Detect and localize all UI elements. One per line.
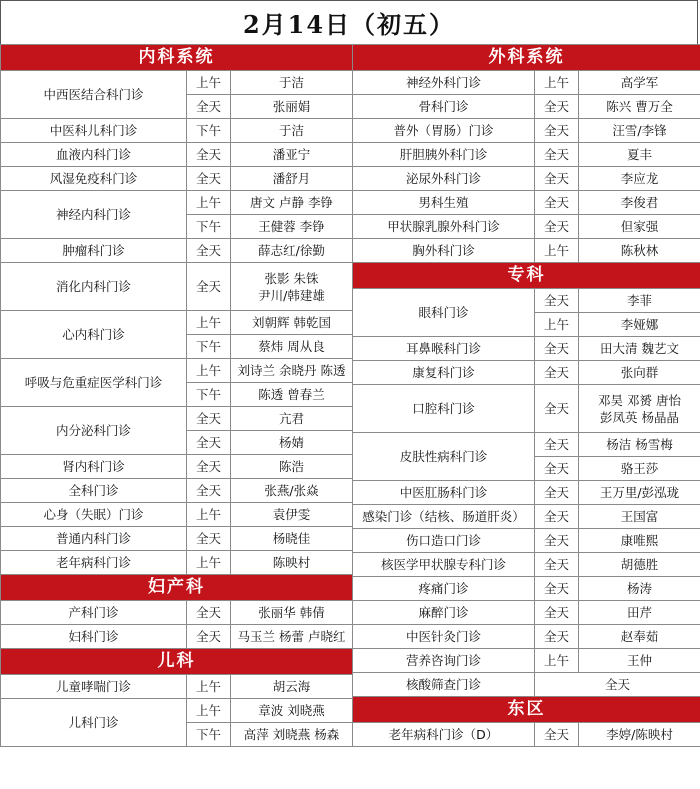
session-time: 上午	[535, 71, 579, 95]
doctor-names: 王万里/彭泓珑	[579, 481, 700, 505]
department-name: 心身（失眠）门诊	[1, 503, 187, 527]
section-header: 外科系统	[353, 45, 700, 71]
schedule-row	[353, 649, 700, 673]
schedule-row	[353, 625, 700, 649]
doctor-names: 夏丰	[579, 143, 700, 167]
session-time: 全天	[187, 239, 231, 263]
schedule-row	[353, 239, 700, 263]
department-name: 肾内科门诊	[1, 455, 187, 479]
session-time: 全天	[535, 95, 579, 119]
session-time: 上午	[187, 503, 231, 527]
schedule-row	[353, 191, 700, 215]
session-time: 上午	[535, 239, 579, 263]
doctor-names: 骆王莎	[579, 457, 700, 481]
schedule-row	[353, 337, 700, 361]
schedule-row	[353, 601, 700, 625]
schedule-row	[1, 699, 353, 723]
session-time: 全天	[535, 553, 579, 577]
schedule-row	[353, 167, 700, 191]
session-time: 全天	[187, 625, 231, 649]
schedule-row	[353, 577, 700, 601]
doctor-names: 李菲	[579, 289, 700, 313]
doctor-names: 杨洁 杨雪梅	[579, 433, 700, 457]
doctor-names: 唐文 卢静 李铮	[231, 191, 353, 215]
schedule-row	[353, 119, 700, 143]
schedule-row	[353, 481, 700, 505]
department-name: 麻醉门诊	[353, 601, 535, 625]
schedule-row	[353, 215, 700, 239]
department-name: 内分泌科门诊	[1, 407, 187, 455]
doctor-names: 张丽华 韩倩	[231, 601, 353, 625]
session-time: 全天	[535, 361, 579, 385]
department-name: 普外（胃肠）门诊	[353, 119, 535, 143]
session-time: 全天	[535, 337, 579, 361]
schedule-row	[1, 263, 353, 311]
doctor-names: 袁伊雯	[231, 503, 353, 527]
schedule-row	[353, 95, 700, 119]
section-header: 儿科	[1, 649, 353, 675]
department-name: 全科门诊	[1, 479, 187, 503]
session-time: 全天	[187, 263, 231, 311]
doctor-names: 杨涛	[579, 577, 700, 601]
doctor-names: 陈映村	[231, 551, 353, 575]
doctor-names: 潘亚宁	[231, 143, 353, 167]
doctor-names: 章波 刘晓燕	[231, 699, 353, 723]
session-time: 上午	[187, 191, 231, 215]
session-time: 全天	[535, 577, 579, 601]
doctor-line: 邓昊 邓赟 唐怡	[598, 392, 681, 408]
doctor-names: 于洁	[231, 71, 353, 95]
section-header: 内科系统	[1, 45, 353, 71]
doctor-names: 田芹	[579, 601, 700, 625]
doctor-line: 彭凤英 杨晶晶	[600, 409, 679, 425]
doctor-names: 陈兴 曹万全	[579, 95, 700, 119]
department-name: 风湿免疫科门诊	[1, 167, 187, 191]
session-time: 上午	[187, 311, 231, 335]
department-name: 骨科门诊	[353, 95, 535, 119]
department-name: 老年病科门诊	[1, 551, 187, 575]
session-time: 全天	[187, 527, 231, 551]
schedule-row	[1, 359, 353, 383]
doctor-names: 陈透 曾春兰	[231, 383, 353, 407]
schedule-row	[1, 191, 353, 215]
session-time: 全天	[535, 191, 579, 215]
session-time: 下午	[187, 335, 231, 359]
department-name: 营养咨询门诊	[353, 649, 535, 673]
session-time: 全天	[535, 673, 700, 697]
section-header: 妇产科	[1, 575, 353, 601]
session-time: 全天	[187, 167, 231, 191]
department-name: 肝胆胰外科门诊	[353, 143, 535, 167]
session-time: 上午	[187, 699, 231, 723]
department-name: 甲状腺乳腺外科门诊	[353, 215, 535, 239]
doctor-names: 李婷/陈映村	[579, 723, 700, 747]
department-name: 儿科门诊	[1, 699, 187, 747]
doctor-names	[579, 385, 700, 433]
session-time: 全天	[535, 143, 579, 167]
doctor-names: 杨晓佳	[231, 527, 353, 551]
doctor-names: 王国富	[579, 505, 700, 529]
schedule-row	[353, 385, 700, 433]
section-header-row	[1, 575, 353, 601]
right-schedule-table	[352, 44, 700, 747]
department-name: 心内科门诊	[1, 311, 187, 359]
schedule-row	[353, 143, 700, 167]
doctor-names: 胡云海	[231, 675, 353, 699]
doctor-names: 陈秋林	[579, 239, 700, 263]
schedule-row	[1, 407, 353, 431]
session-time: 下午	[187, 119, 231, 143]
session-time: 下午	[187, 723, 231, 747]
section-header-row	[353, 697, 700, 723]
schedule-row	[353, 433, 700, 457]
doctor-names: 马玉兰 杨蕾 卢晓红	[231, 625, 353, 649]
session-time: 全天	[535, 529, 579, 553]
session-time: 全天	[535, 167, 579, 191]
department-name: 肿瘤科门诊	[1, 239, 187, 263]
schedule-row	[1, 167, 353, 191]
schedule-row	[353, 71, 700, 95]
doctor-names: 汪雪/李锋	[579, 119, 700, 143]
schedule-row	[1, 503, 353, 527]
doctor-names: 高学军	[579, 71, 700, 95]
session-time: 全天	[535, 215, 579, 239]
schedule-row	[353, 529, 700, 553]
doctor-names: 张向群	[579, 361, 700, 385]
doctor-names: 张燕/张焱	[231, 479, 353, 503]
department-name: 口腔科门诊	[353, 385, 535, 433]
section-header: 东区	[353, 697, 700, 723]
session-time: 全天	[535, 481, 579, 505]
doctor-names: 杨婧	[231, 431, 353, 455]
session-time: 全天	[535, 723, 579, 747]
schedule-row	[1, 455, 353, 479]
schedule-row	[353, 723, 700, 747]
schedule-row	[1, 311, 353, 335]
department-name: 普通内科门诊	[1, 527, 187, 551]
doctor-names: 张丽娟	[231, 95, 353, 119]
schedule-row	[1, 71, 353, 95]
schedule-row	[353, 289, 700, 313]
session-time: 上午	[187, 359, 231, 383]
session-time: 全天	[535, 433, 579, 457]
department-name: 神经内科门诊	[1, 191, 187, 239]
page-title: 2月14日（初五）	[0, 0, 698, 44]
schedule-row	[1, 527, 353, 551]
doctor-line: 尹川/韩建雄	[258, 287, 325, 303]
session-time: 全天	[535, 457, 579, 481]
doctor-names	[231, 263, 353, 311]
department-name: 中西医结合科门诊	[1, 71, 187, 119]
department-name: 中医科儿科门诊	[1, 119, 187, 143]
schedule-row	[353, 505, 700, 529]
session-time: 上午	[187, 675, 231, 699]
session-time: 全天	[535, 289, 579, 313]
doctor-names: 王健蓉 李铮	[231, 215, 353, 239]
department-name: 核医学甲状腺专科门诊	[353, 553, 535, 577]
doctor-names: 亢君	[231, 407, 353, 431]
doctor-names: 刘诗兰 余晓丹 陈透	[231, 359, 353, 383]
department-name: 眼科门诊	[353, 289, 535, 337]
doctor-names: 薛志红/徐勤	[231, 239, 353, 263]
schedule-row	[1, 625, 353, 649]
department-name: 神经外科门诊	[353, 71, 535, 95]
session-time: 全天	[535, 505, 579, 529]
session-time: 全天	[535, 625, 579, 649]
department-name: 伤口造口门诊	[353, 529, 535, 553]
department-name: 老年病科门诊（D）	[353, 723, 535, 747]
department-name: 胸外科门诊	[353, 239, 535, 263]
section-header-row	[353, 45, 700, 71]
schedule-row	[1, 601, 353, 625]
session-time: 上午	[187, 71, 231, 95]
doctor-names: 刘朝辉 韩乾国	[231, 311, 353, 335]
doctor-names: 王仲	[579, 649, 700, 673]
department-name: 耳鼻喉科门诊	[353, 337, 535, 361]
section-header-row	[1, 45, 353, 71]
department-name: 核酸筛查门诊	[353, 673, 535, 697]
doctor-names: 高萍 刘晓燕 杨森	[231, 723, 353, 747]
session-time: 全天	[535, 385, 579, 433]
department-name: 呼吸与危重症医学科门诊	[1, 359, 187, 407]
department-name: 泌尿外科门诊	[353, 167, 535, 191]
doctor-names: 陈浩	[231, 455, 353, 479]
schedule-row	[353, 361, 700, 385]
schedule-row	[1, 479, 353, 503]
session-time: 上午	[535, 313, 579, 337]
doctor-names: 田大清 魏艺文	[579, 337, 700, 361]
doctor-names: 蔡炜 周从良	[231, 335, 353, 359]
department-name: 中医针灸门诊	[353, 625, 535, 649]
schedule-row	[1, 675, 353, 699]
department-name: 感染门诊（结核、肠道肝炎）	[353, 505, 535, 529]
session-time: 上午	[535, 649, 579, 673]
doctor-names: 赵奉茹	[579, 625, 700, 649]
session-time: 全天	[187, 479, 231, 503]
session-time: 全天	[187, 143, 231, 167]
doctor-names: 胡德胜	[579, 553, 700, 577]
doctor-names: 但家强	[579, 215, 700, 239]
doctor-names: 李娅娜	[579, 313, 700, 337]
session-time: 全天	[187, 601, 231, 625]
section-header-row	[1, 649, 353, 675]
section-header-row	[353, 263, 700, 289]
department-name: 康复科门诊	[353, 361, 535, 385]
left-schedule-table	[0, 44, 353, 747]
schedule-row	[1, 551, 353, 575]
session-time: 下午	[187, 215, 231, 239]
session-time: 全天	[187, 407, 231, 431]
schedule-row	[1, 119, 353, 143]
session-time: 全天	[535, 601, 579, 625]
session-time: 全天	[187, 431, 231, 455]
session-time: 下午	[187, 383, 231, 407]
department-name: 中医肛肠科门诊	[353, 481, 535, 505]
doctor-names: 潘舒月	[231, 167, 353, 191]
session-time: 全天	[187, 455, 231, 479]
schedule-row	[1, 143, 353, 167]
department-name: 妇科门诊	[1, 625, 187, 649]
department-name: 皮肤性病科门诊	[353, 433, 535, 481]
department-name: 血液内科门诊	[1, 143, 187, 167]
department-name: 疼痛门诊	[353, 577, 535, 601]
doctor-names: 于洁	[231, 119, 353, 143]
department-name: 男科生殖	[353, 191, 535, 215]
doctor-names: 康唯熙	[579, 529, 700, 553]
doctor-names: 李俊君	[579, 191, 700, 215]
session-time: 全天	[535, 119, 579, 143]
department-name: 消化内科门诊	[1, 263, 187, 311]
department-name: 儿童哮喘门诊	[1, 675, 187, 699]
department-name: 产科门诊	[1, 601, 187, 625]
schedule-row	[353, 673, 700, 697]
doctor-names: 李应龙	[579, 167, 700, 191]
doctor-line: 张影 朱铢	[264, 270, 319, 286]
section-header: 专科	[353, 263, 700, 289]
schedule-row	[1, 239, 353, 263]
session-time: 全天	[187, 95, 231, 119]
schedule-row	[353, 553, 700, 577]
session-time: 上午	[187, 551, 231, 575]
